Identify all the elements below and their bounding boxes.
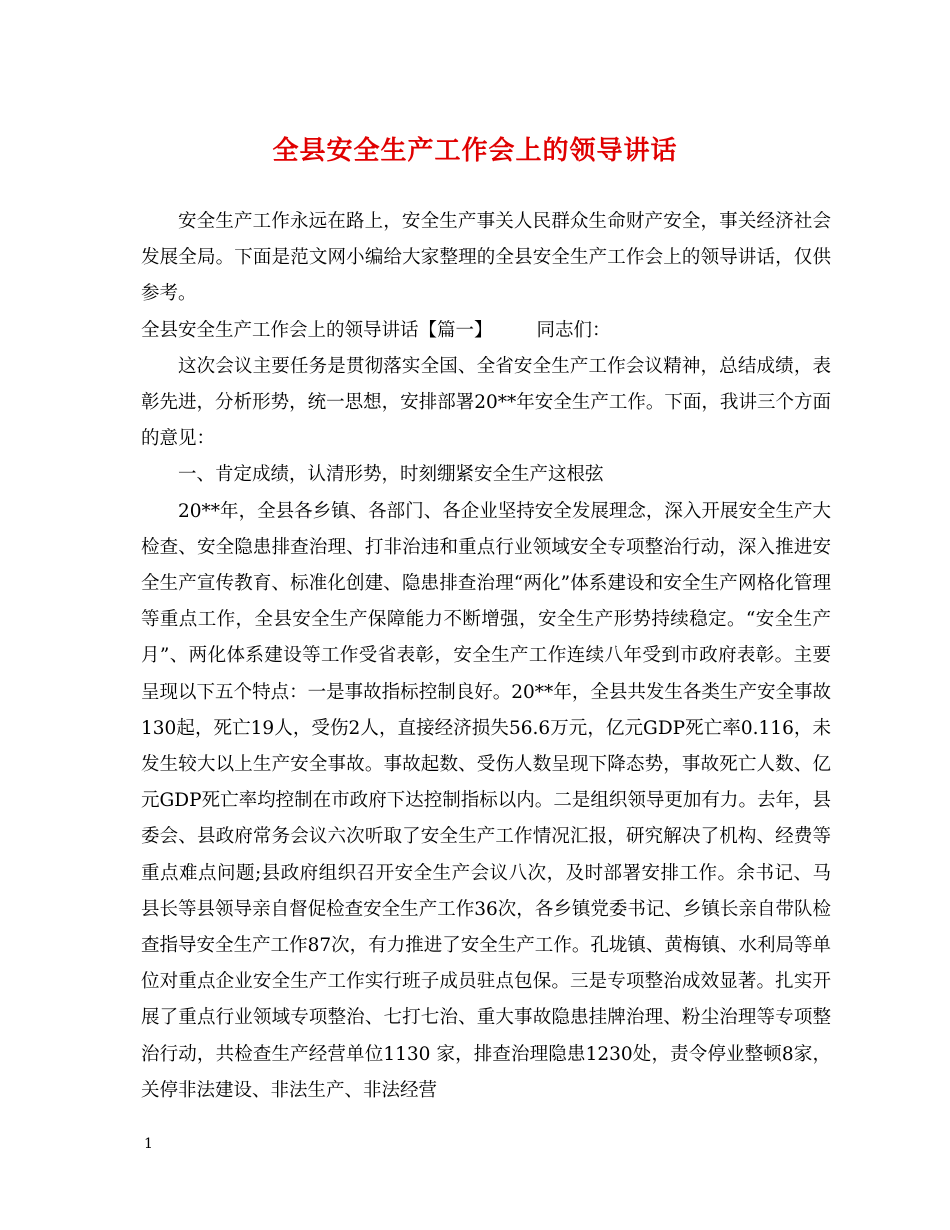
salutation: 同志们： <box>536 319 611 341</box>
document-body <box>141 204 831 1109</box>
section-heading-line <box>141 313 831 349</box>
section-heading: 全县安全生产工作会上的领导讲话【篇一】 <box>141 319 493 341</box>
paragraph-section-one-heading: 一、肯定成绩，认清形势，时刻绷紧安全生产这根弦 <box>178 464 604 486</box>
paragraph-meeting-tasks: 这次会议主要任务是贯彻落实全国、全省安全生产工作会议精神，总结成绩，表彰先进，分析形势，统一思想，安排部署20**年安全生产工作。下面，我讲三个方面的意见： <box>141 355 831 450</box>
page-number: 1 <box>144 1136 153 1152</box>
document-title: 全县安全生产工作会上的领导讲话 <box>272 136 678 166</box>
paragraph-achievements: 20**年，全县各乡镇、各部门、各企业坚持安全发展理念，深入开展安全生产大检查、安全隐患排查治理、打非治违和重点行业领域安全专项整治行动，深入推进安全生产宣传教育、标准化创建、隐患排查治理“两化”体系建设和安全生产网格化管理等重点工作，全县安全生产保障能力不断增强，安全生产形势持续稳定。“安全生产月”、两化体系建设等工作受省表彰，安全生产工作连续八年受到市政府表彰。主要呈现以下五个特点：一是事故指标控制良好。20**年，全县共发生各类生产安全事故130起，死亡19人，受伤2人，直接经济损失56.6万元，亿元GDP死亡率0.116，未发生较大以上生产安全事故。事故起数、受伤人数呈现下降态势，事故死亡人数、亿元GDP死亡率均控制在市政府下达控制指标以内。二是组织领导更加有力。去年，县委会、县政府常务会议六次听取了安全生产工作情况汇报，研究解决了机构、经费等重点难点问题;县政府组织召开安全生产会议八次，及时部署安排工作。余书记、马县长等县领导亲自督促检查安全生产工作36次，各乡镇党委书记、乡镇长亲自带队检查指导安全生产工作87次，有力推进了安全生产工作。孔垅镇、黄梅镇、水利局等单位对重点企业安全生产工作实行班子成员驻点包保。三是专项整治成效显著。扎实开展了重点行业领域专项整治、七打七治、重大事故隐患挂牌治理、粉尘治理等专项整治行动，共检查生产经营单位1130 家，排查治理隐患1230处，责令停业整顿8家，关停非法建设、非法生产、非法经营 <box>141 500 831 1101</box>
intro-paragraph: 安全生产工作永远在路上，安全生产事关人民群众生命财产安全，事关经济社会发展全局。下面是范文网小编给大家整理的全县安全生产工作会上的领导讲话，仅供参考。 <box>141 211 831 305</box>
